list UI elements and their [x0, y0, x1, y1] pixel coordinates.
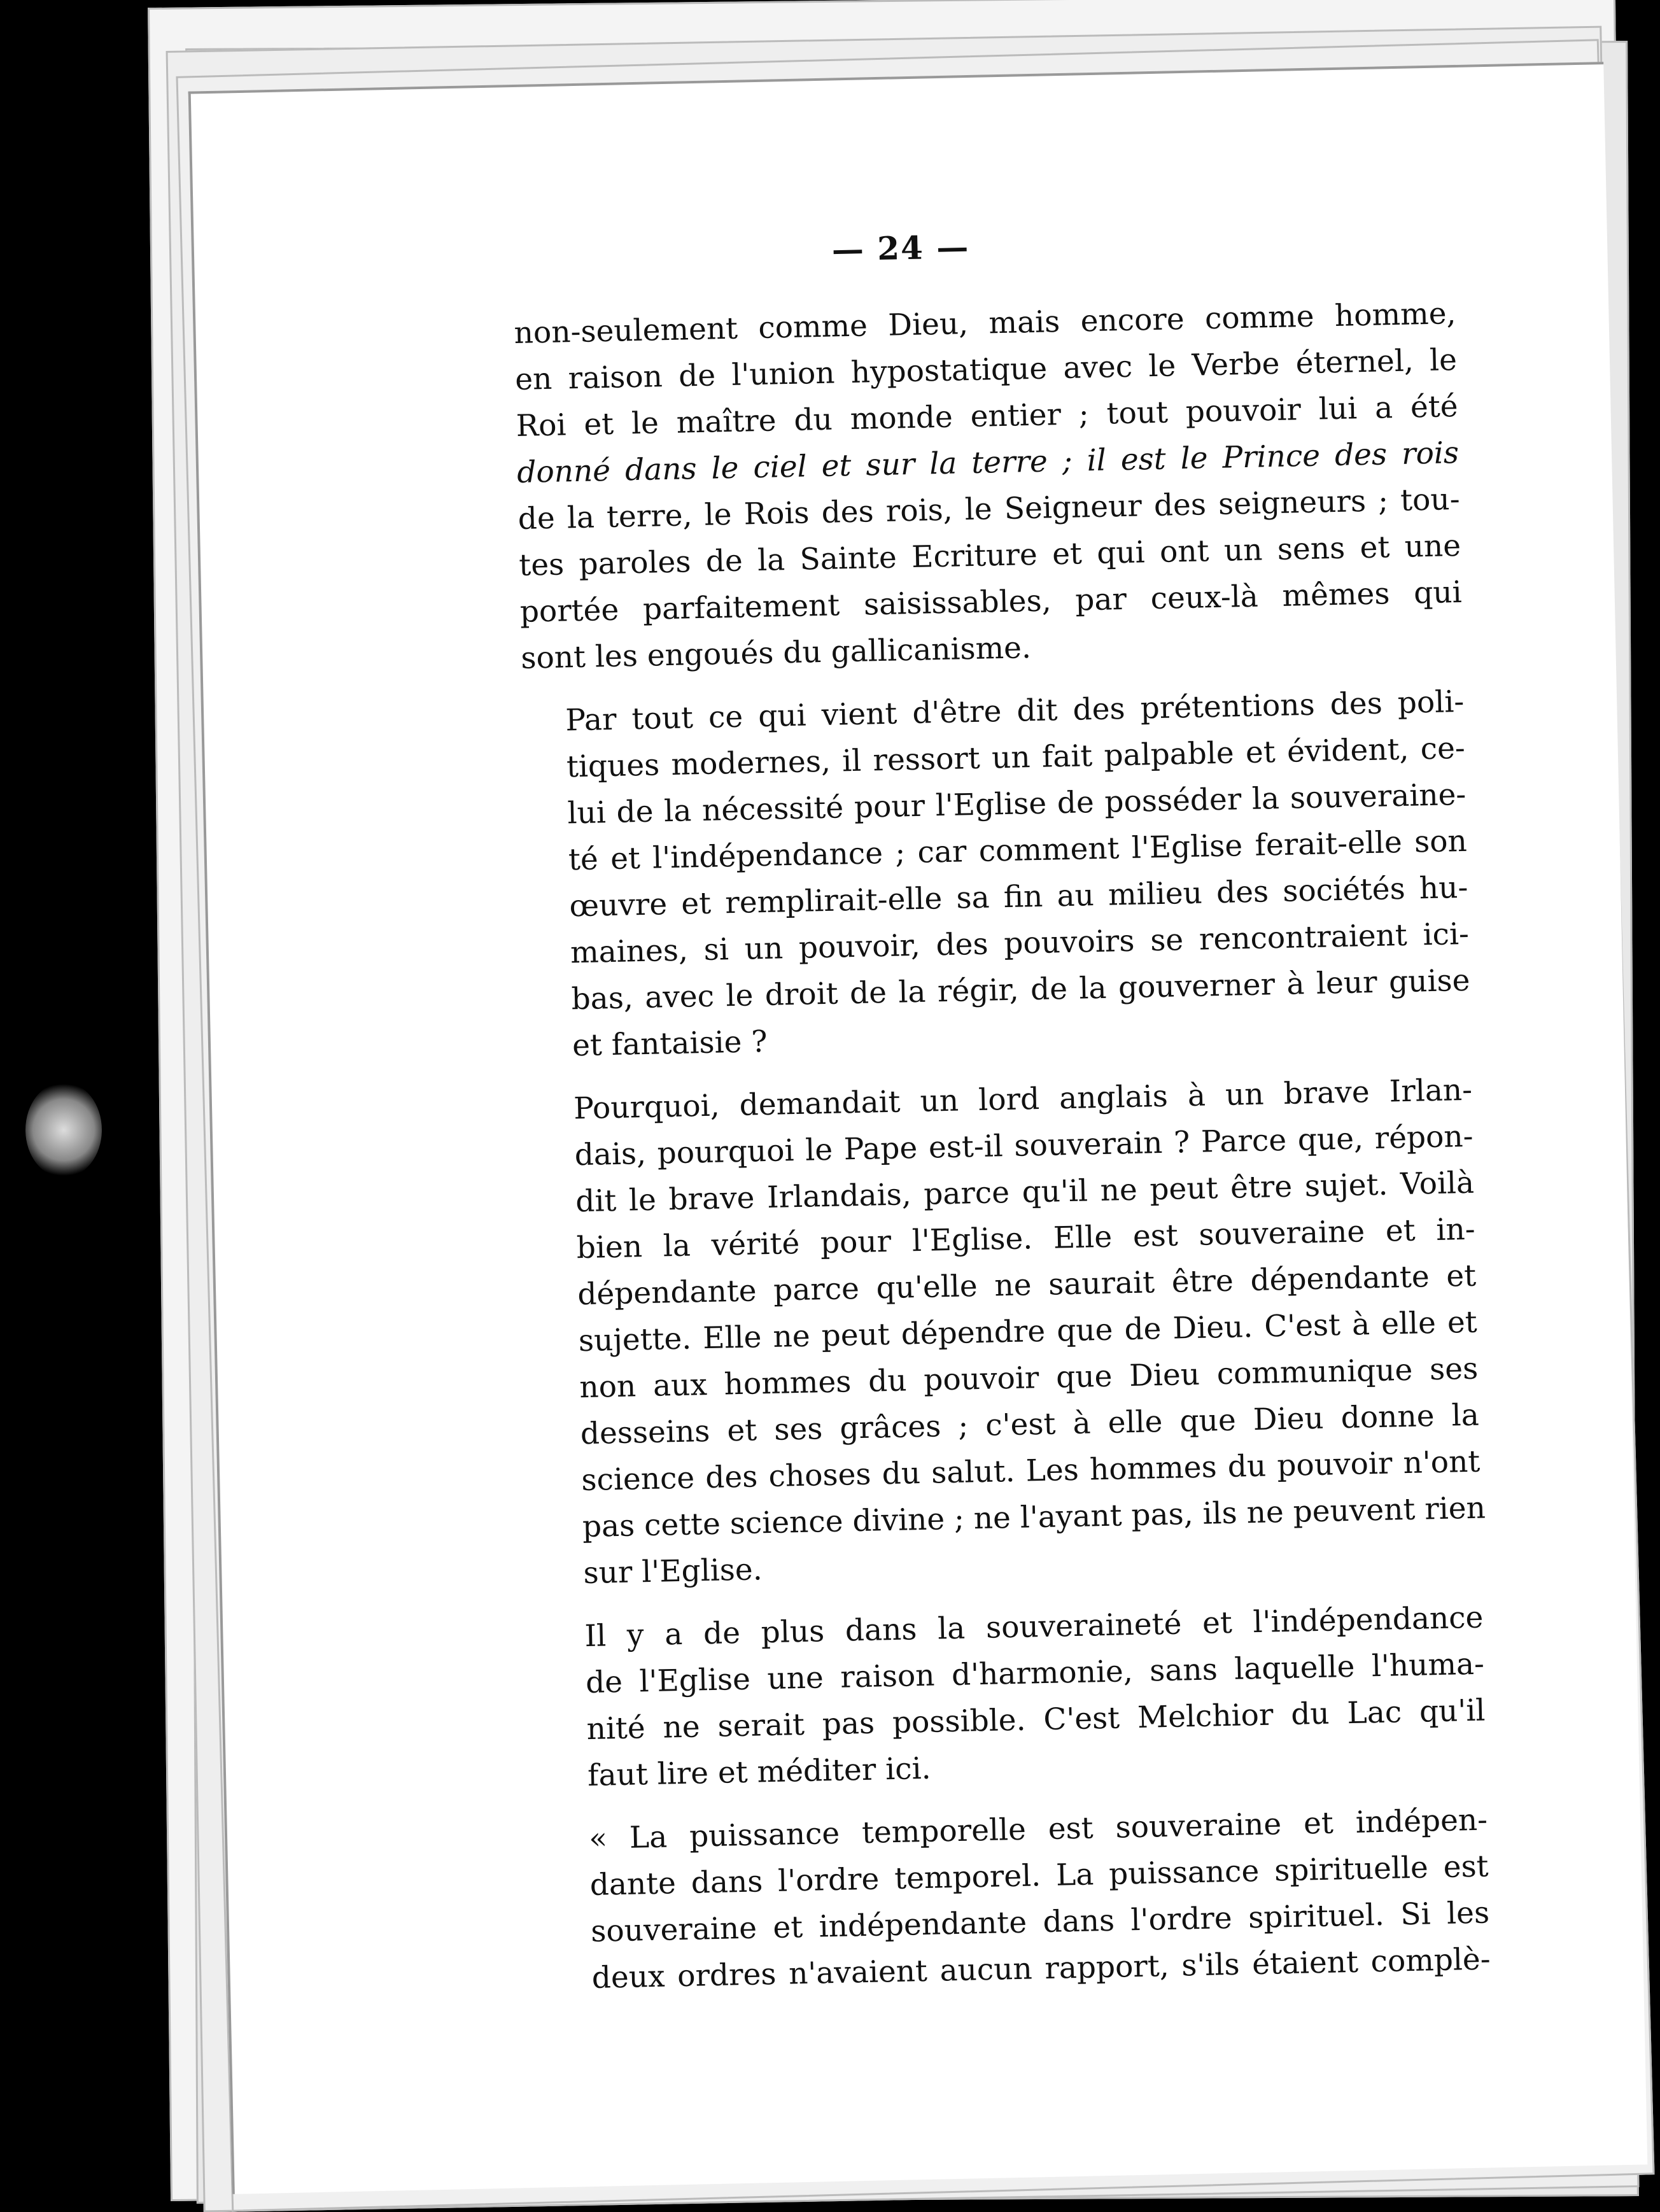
text-line: lui de la nécessité pour l'Eglise de posséder la souveraine-	[566, 777, 1467, 831]
page-number: — 24 —	[831, 228, 970, 269]
text-line: Roi et le maître du monde entier ; tout pouvoir lui a été	[516, 388, 1459, 444]
text-line: desseins et ses grâces ; c'est à elle que Dieu donne la	[580, 1397, 1480, 1452]
text-line: donné dans le ciel et sur la terre ; il est le Prince des rois	[516, 435, 1460, 490]
text-line: Il y a de plus dans la souveraineté et l'indépendance	[584, 1600, 1484, 1654]
paragraph-5	[545, 1797, 1491, 2003]
text-line: sur l'Eglise.	[582, 1552, 763, 1591]
text-line: tes paroles de la Sainte Ecriture et qui ont un sens et une	[518, 528, 1461, 583]
text-line: té et l'indépendance ; car comment l'Eglise ferait-elle son	[568, 823, 1468, 878]
text-line: « La puissance temporelle est souveraine et indépen-	[588, 1802, 1488, 1857]
text-line: et fantaisie ?	[572, 1024, 768, 1064]
text-line: sont les engoués du gallicanisme.	[520, 630, 1032, 676]
text-line: souveraine et indépendante dans l'ordre spirituel. Si les	[590, 1895, 1490, 1950]
text-line: de l'Eglise une raison d'harmonie, sans laquelle l'huma-	[585, 1646, 1485, 1701]
text-line: non aux hommes du pouvoir que Dieu communique ses	[579, 1351, 1479, 1405]
text-line: dit le brave Irlandais, parce qu'il ne peut être sujet. Voilà	[575, 1165, 1475, 1220]
text-line: non-seulement comme Dieu, mais encore comme homme,	[514, 296, 1456, 351]
text-line: tiques modernes, il ressort un fait palpable et évident, ce-	[566, 730, 1466, 785]
text-line: science des choses du salut. Les hommes du pouvoir n'ont	[580, 1444, 1481, 1498]
text-line: faut lire et méditer ici.	[587, 1751, 932, 1794]
text-line: bas, avec le droit de la régir, de la gouverner à leur guise	[571, 962, 1470, 1017]
text-line: de la terre, le Rois des rois, le Seigneur des seigneurs ; tou-	[517, 481, 1461, 537]
paragraph-1	[514, 290, 1463, 682]
text-line: sujette. Elle ne peut dépendre que de Dieu. C'est à elle et	[578, 1304, 1478, 1359]
text-line: portée parfaitement saisissables, par ceux-là mêmes qui	[519, 574, 1463, 630]
body-text	[514, 290, 1491, 2018]
text-line: œuvre et remplirait-elle sa fin au milieu des sociétés hu-	[569, 870, 1468, 924]
text-line: bien la vérité pour l'Eglise. Elle est souveraine et in-	[576, 1211, 1476, 1266]
text-line: dante dans l'ordre temporel. La puissance spirituelle est	[589, 1849, 1489, 1903]
text-line: Par tout ce qui vient d'être dit des prétentions des poli-	[565, 684, 1465, 738]
text-line: dais, pourquoi le Pape est-il souverain ? Parce que, répon-	[574, 1118, 1474, 1173]
paper-stain	[25, 1082, 102, 1178]
paragraph-3	[530, 1067, 1486, 1598]
text-line: pas cette science divine ; ne l'ayant pas, ils ne peuvent rien	[582, 1490, 1486, 1545]
paragraph-4	[541, 1595, 1487, 1800]
text-line: Pourquoi, demandait un lord anglais à un brave Irlan-	[573, 1072, 1473, 1127]
document-page	[188, 62, 1648, 2194]
text-line: dépendante parce qu'elle ne saurait être dépendante et	[577, 1258, 1477, 1313]
text-line: nité ne serait pas possible. C'est Melchior du Lac qu'il	[586, 1693, 1486, 1747]
text-line: en raison de l'union hypostatique avec le Verbe éternel, le	[514, 342, 1458, 397]
paragraph-2	[522, 679, 1472, 1070]
text-line: maines, si un pouvoir, des pouvoirs se rencontraient ici-	[570, 916, 1470, 971]
text-line: deux ordres n'avaient aucun rapport, s'ils étaient complè-	[591, 1941, 1491, 1996]
